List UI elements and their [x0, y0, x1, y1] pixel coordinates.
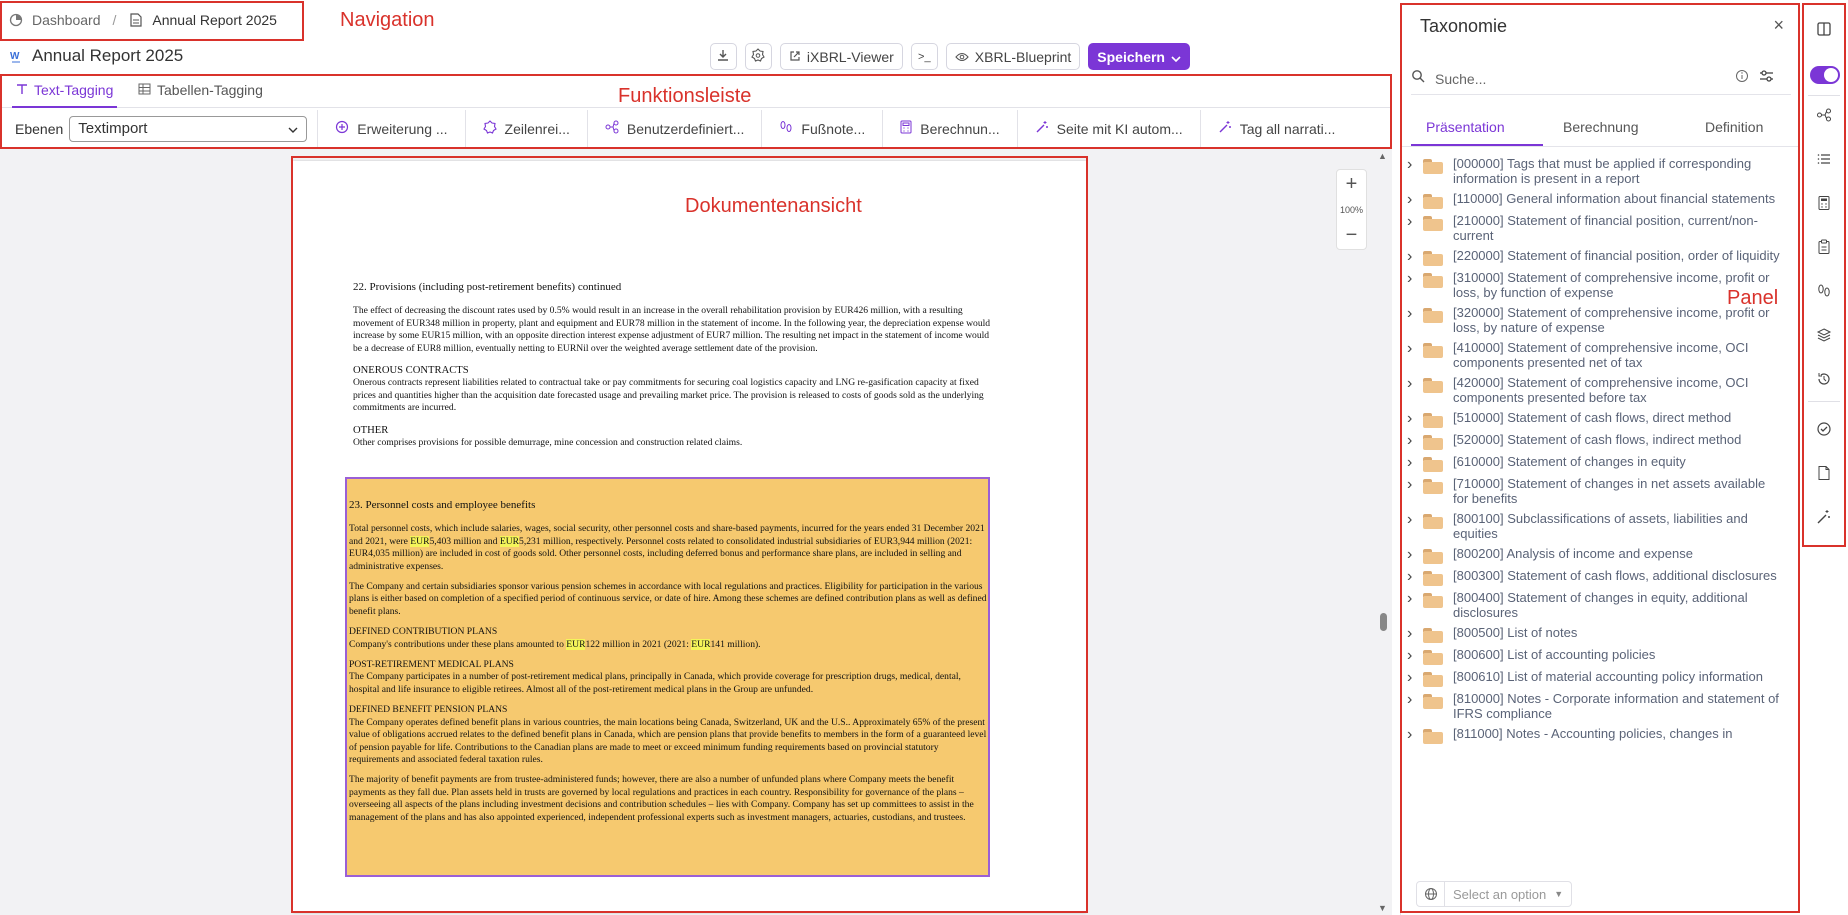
right-icon-bar: [1800, 5, 1848, 545]
chevron-right-icon[interactable]: ›: [1407, 476, 1413, 493]
sidebar-divider: [1808, 95, 1840, 96]
defined-contribution-heading: DEFINED CONTRIBUTION PLANS: [349, 626, 498, 638]
selected-text-block[interactable]: [345, 477, 990, 877]
chevron-right-icon[interactable]: ›: [1407, 305, 1413, 322]
search-icon: [1411, 69, 1425, 88]
defined-benefit-paragraph-2[interactable]: The majority of benefit payments are from trustee-administered funds; however, there are also a number of unfunded plans where Company meets the benefit payments as they fall due. Plan assets held in trusts are governed by local regulations and practices in each country. Responsibility for governance of the plans – overseeing all aspects of the plans including investment decisions and contribution schedules – lies with Company. Company has set up committees to assist in the management of the plans and has also appointed experienced, independent professional experts such as investment managers, actuaries, custodians, and trustees.: [349, 774, 974, 823]
scroll-down-icon[interactable]: ▼: [1378, 903, 1387, 913]
tagged-value[interactable]: EUR: [410, 535, 430, 547]
chevron-right-icon[interactable]: ›: [1407, 669, 1413, 686]
folder-icon: [1423, 251, 1445, 265]
ai-page-tool-button[interactable]: [1017, 110, 1200, 148]
tagged-value[interactable]: EUR: [499, 535, 520, 547]
taxonomy-tree-item[interactable]: [1401, 646, 1789, 668]
calculator-icon[interactable]: [1812, 191, 1836, 215]
terminal-icon: >_: [918, 50, 931, 63]
folder-icon: [1423, 479, 1445, 493]
taxonomy-item-label: [810000] Notes - Corporate information and statement of IFRS compliance: [1453, 691, 1779, 721]
taxonomy-item-label: [510000] Statement of cash flows, direct method: [1453, 410, 1732, 425]
title-row: [8, 46, 183, 66]
magic-wand-icon: [1218, 120, 1232, 137]
other-heading: OTHER: [353, 424, 389, 436]
annotation-label-panel: Panel: [1727, 287, 1779, 309]
settings-button[interactable]: [745, 43, 772, 70]
folder-icon: [1423, 672, 1445, 686]
onerous-heading: ONEROUS CONTRACTS: [353, 365, 469, 377]
history-icon[interactable]: [1812, 367, 1836, 391]
chevron-right-icon[interactable]: ›: [1407, 568, 1413, 585]
badge-icon: [483, 120, 497, 137]
globe-icon: [1417, 882, 1445, 906]
taxonomy-tree: [1401, 155, 1789, 867]
folder-icon: [1423, 729, 1445, 743]
magic-wand-icon[interactable]: [1812, 505, 1836, 529]
taxonomy-tree-item[interactable]: [1401, 339, 1789, 374]
taxonomy-item-label: [800500] List of notes: [1453, 625, 1578, 640]
chevron-right-icon[interactable]: ›: [1407, 546, 1413, 563]
taxonomy-tree-item[interactable]: [1401, 589, 1789, 624]
taxonomy-tree-item[interactable]: [1401, 190, 1789, 212]
word-document-icon: [8, 48, 24, 64]
taxonomy-item-label: [800200] Analysis of income and expense: [1453, 546, 1693, 561]
breadcrumb-dashboard-link[interactable]: Dashboard: [32, 12, 101, 28]
tab-text-tagging[interactable]: [16, 82, 113, 98]
calculator-icon: [900, 120, 912, 137]
taxonomy-item-label: [320000] Statement of comprehensive income, profit or loss, by nature of expense: [1453, 305, 1770, 335]
chevron-down-icon: [288, 120, 298, 137]
taxonomy-tree-item[interactable]: [1401, 510, 1789, 545]
folder-icon: [1423, 378, 1445, 392]
ixbrl-viewer-button[interactable]: [780, 43, 903, 70]
taxonomy-tree-item[interactable]: [1401, 374, 1789, 409]
scroll-up-icon[interactable]: ▲: [1378, 151, 1387, 161]
other-paragraph[interactable]: Other comprises provisions for possible demurrage, mine concession and construction related claims.: [353, 437, 743, 449]
taxonomy-item-label: [800100] Subclassifications of assets, liabilities and equities: [1453, 511, 1748, 541]
ebenen-label: Ebenen: [15, 120, 64, 137]
chevron-right-icon[interactable]: ›: [1407, 248, 1413, 265]
defined-contribution-paragraph[interactable]: Company's contributions under these plans amounted to EUR122 million in 2021 (2021: EUR141 million).: [349, 638, 761, 650]
clipboard-icon[interactable]: [1812, 235, 1836, 259]
list-icon[interactable]: [1812, 147, 1836, 171]
dashboard-icon: [8, 12, 24, 28]
breadcrumb: [8, 12, 277, 28]
chevron-right-icon[interactable]: ›: [1407, 625, 1413, 642]
terminal-button[interactable]: [911, 43, 938, 70]
folder-icon: [1423, 694, 1445, 708]
chevron-right-icon[interactable]: ›: [1407, 432, 1413, 449]
folder-icon: [1423, 628, 1445, 642]
panel-tabs: [1401, 113, 1799, 147]
extension-tool-button[interactable]: [317, 110, 464, 148]
tab-table-tagging-label: Tabellen-Tagging: [157, 82, 263, 98]
folder-icon: [1423, 435, 1445, 449]
section23-paragraph-1[interactable]: Total personnel costs, which include salaries, wages, social security, other personnel costs and share-based payments, incurred for the years ended 31 December 2021 and 2021, were EUR5,403 million and EUR5,231 million, respectively. Personnel costs related to consolidated industrial subsidiaries of EUR3,944 million (2021: EUR4,035 million) are included in cost of goods sold. Other personnel costs, including deferred bonus and performance share plans, are included in selling and administrative expenses.: [349, 523, 985, 572]
row-series-tool-button[interactable]: [465, 110, 587, 148]
tagged-value[interactable]: EUR: [566, 638, 586, 650]
filter-sliders-icon[interactable]: [1759, 69, 1774, 88]
folder-icon: [1423, 159, 1445, 173]
taxonomy-tree-item[interactable]: [1401, 545, 1789, 567]
taxonomy-item-label: [800300] Statement of cash flows, additional disclosures: [1453, 568, 1777, 583]
breadcrumb-separator: /: [112, 12, 117, 28]
tag-all-narrative-button[interactable]: [1200, 110, 1353, 148]
taxonomy-item-label: [210000] Statement of financial position, current/non-current: [1453, 213, 1758, 243]
zoom-level: 100%: [1339, 204, 1364, 215]
onerous-paragraph[interactable]: Onerous contracts represent liabilities related to contractual take or pay commitments for securing coal logistics capacity and LNG re-gasification capacity at fixed prices and quantities higher than the acquisition date forecasted usage and prevailing market price. The provision is released to costs of goods sold as the underlying commitments are incurred.: [353, 377, 984, 414]
taxonomy-item-label: [000000] Tags that must be applied if corresponding information is present in a report: [1453, 156, 1752, 186]
top-actions: [710, 43, 1190, 70]
annotation-label-document: Dokumentenansicht: [685, 195, 862, 217]
taxonomy-item-label: [811000] Notes - Accounting policies, changes in: [1453, 726, 1733, 741]
taxonomy-tree-item[interactable]: [1401, 567, 1789, 589]
chevron-right-icon[interactable]: ›: [1407, 454, 1413, 471]
folder-icon: [1423, 216, 1445, 230]
folder-icon: [1423, 571, 1445, 585]
sidebar-divider: [1808, 401, 1840, 402]
chevron-right-icon[interactable]: ›: [1407, 191, 1413, 208]
chevron-right-icon[interactable]: ›: [1407, 156, 1413, 173]
ebenen-select[interactable]: [69, 116, 307, 142]
save-label: Speichern: [1097, 48, 1165, 65]
caret-down-icon: ▼: [1554, 889, 1564, 899]
search-input[interactable]: [1435, 71, 1725, 87]
text-type-icon: [16, 82, 28, 98]
language-select-placeholder: Select an option: [1453, 886, 1547, 902]
magic-wand-icon: [1035, 120, 1049, 137]
defined-benefit-paragraph-1[interactable]: The Company operates defined benefit plans in various countries, the main locations being Canada, Switzerland, UK and the U.S.. Approximately 65% of the present value of obligations accrued relates to the defined benefit plans in Canada, which are pension plans that provide benefits to members in the form of a guaranteed level of pension payable for life. Contributions to the Canadian plans are made to meet or exceed minimum funding requirements based on provincial statutory requirements and associated federal taxation rules.: [349, 716, 987, 765]
xbrl-blueprint-label: XBRL-Blueprint: [974, 48, 1072, 65]
ixbrl-viewer-label: iXBRL-Viewer: [806, 48, 894, 65]
defined-benefit-heading: DEFINED BENEFIT PENSION PLANS: [349, 704, 508, 716]
section22-heading: 22. Provisions (including post-retirement benefits) continued: [353, 281, 622, 293]
folder-icon: [1423, 273, 1445, 287]
check-circle-icon[interactable]: [1812, 417, 1836, 441]
taxonomy-item-label: [110000] General information about financial statements: [1453, 191, 1776, 206]
document-viewer: [0, 149, 1392, 915]
section22-paragraph[interactable]: The effect of decreasing the discount rates used by 0.5% would result in an increase in the overall rehabilitation provision by EUR426 million, with a resulting movement of EUR348 million in property, plant and equipment and EUR78 million in the statement of income. In the following year, the depreciation expense would increase by some EUR15 million, with an opposite direction interest expense adjustment of EUR7 million. The resulting net impact in the statement of income would be a decrease of EUR8 million, eventually netting to EURNil over the weighted average settlement date of the provision.: [353, 305, 991, 354]
taxonomy-tree-item[interactable]: [1401, 409, 1789, 431]
eye-icon: [955, 49, 969, 65]
table-icon: [138, 82, 151, 98]
plus-circle-icon: [335, 120, 349, 137]
taxonomy-item-label: [420000] Statement of comprehensive income, OCI components presented before tax: [1453, 375, 1749, 405]
folder-icon: [1423, 343, 1445, 357]
chevron-right-icon[interactable]: ›: [1407, 270, 1413, 287]
hierarchy-icon[interactable]: [1812, 103, 1836, 127]
toggle-switch[interactable]: [1810, 66, 1840, 84]
section23-paragraph-2[interactable]: The Company and certain subsidiaries sponsor various pension schemes in accordance with local regulations and practices. Eligibility for participation in the various plans is either based on completion of a specified period of continuous service, or date of hire. Among these schemes are defined contribution plans as well as defined benefit plans.: [349, 581, 987, 617]
info-icon[interactable]: [1735, 69, 1749, 88]
tab-presentation[interactable]: Präsentation: [1426, 119, 1505, 135]
chevron-right-icon[interactable]: ›: [1407, 340, 1413, 357]
folder-icon: [1423, 413, 1445, 427]
taxonomy-item-label: [800400] Statement of changes in equity, additional disclosures: [1453, 590, 1748, 620]
chevron-right-icon[interactable]: ›: [1407, 590, 1413, 607]
annotation-label-functions: Funktionsleiste: [618, 85, 752, 107]
ai-page-tool-label: Seite mit KI autom...: [1056, 120, 1183, 137]
taxonomy-tree-item[interactable]: [1401, 212, 1789, 247]
ebenen-select-value: Textimport: [78, 120, 148, 137]
extension-tool-label: Erweiterung ...: [357, 120, 448, 137]
language-select[interactable]: [1416, 881, 1572, 907]
chevron-right-icon[interactable]: ›: [1407, 410, 1413, 427]
taxonomy-search: [1411, 63, 1791, 95]
chevron-right-icon[interactable]: ›: [1407, 511, 1413, 528]
taxonomy-item-label: [800600] List of accounting policies: [1453, 647, 1656, 662]
footnote-tool-label: Fußnote...: [801, 120, 866, 137]
taxonomy-item-label: [520000] Statement of cash flows, indirect method: [1453, 432, 1742, 447]
scrollbar-thumb[interactable]: [1380, 613, 1387, 631]
post-retirement-paragraph[interactable]: The Company participates in a number of post-retirement medical plans, principally in Canada, which provide coverage for prescription drugs, medical, dental, hospital and life insurance to eligible retirees. Almost all of the post-retirement medical plans in the Group are unfunded.: [349, 671, 961, 695]
toolbar: [0, 110, 1392, 148]
taxonomy-item-label: [220000] Statement of financial position, order of liquidity: [1453, 248, 1780, 263]
footprints-icon: [779, 120, 793, 137]
zoom-in-button[interactable]: +: [1345, 173, 1358, 195]
file-icon[interactable]: [1812, 461, 1836, 485]
download-icon: [716, 48, 730, 65]
tab-calculation[interactable]: Berechnung: [1563, 119, 1639, 135]
document-page: [293, 161, 1086, 913]
zoom-out-button[interactable]: −: [1345, 224, 1358, 246]
section23-heading: 23. Personnel costs and employee benefits: [349, 499, 536, 511]
chevron-right-icon[interactable]: ›: [1407, 726, 1413, 743]
tag-all-narrative-label: Tag all narrati...: [1239, 120, 1336, 137]
tab-table-tagging[interactable]: [138, 82, 263, 98]
taxonomy-item-label: [410000] Statement of comprehensive income, OCI components presented net of tax: [1453, 340, 1749, 370]
panel-title: Taxonomie: [1420, 16, 1508, 36]
taxonomy-item-label: [710000] Statement of changes in net assets available for benefits: [1453, 476, 1766, 506]
close-icon[interactable]: ×: [1773, 15, 1784, 35]
save-button[interactable]: [1088, 43, 1190, 70]
footnote-tool-button[interactable]: [761, 110, 882, 148]
taxonomy-tree-item[interactable]: [1401, 475, 1789, 510]
external-link-icon: [789, 49, 801, 65]
taxonomy-tree-item[interactable]: [1401, 725, 1789, 747]
chevron-right-icon[interactable]: ›: [1407, 375, 1413, 392]
folder-icon: [1423, 308, 1445, 322]
folder-icon: [1423, 650, 1445, 664]
document-icon: [128, 12, 144, 28]
taxonomy-tree-item[interactable]: [1401, 453, 1789, 475]
chevron-right-icon[interactable]: ›: [1407, 647, 1413, 664]
tab-definition[interactable]: Definition: [1705, 119, 1764, 135]
folder-icon: [1423, 457, 1445, 471]
document-scrollbar[interactable]: [1378, 151, 1388, 913]
taxonomy-item-label: [610000] Statement of changes in equity: [1453, 454, 1686, 469]
page-title: Annual Report 2025: [32, 46, 184, 65]
chevron-down-icon: [1171, 49, 1181, 65]
folder-icon: [1423, 593, 1445, 607]
taxonomy-item-label: [310000] Statement of comprehensive income, profit or loss, by function of expense: [1453, 270, 1770, 300]
taxonomy-tree-item[interactable]: [1401, 690, 1789, 725]
taxonomy-item-label: [800610] List of material accounting policy information: [1453, 669, 1764, 684]
badge-gear-icon: [751, 48, 765, 65]
chevron-right-icon[interactable]: ›: [1407, 691, 1413, 708]
custom-tool-button[interactable]: [587, 110, 762, 148]
hierarchy-icon: [605, 120, 619, 137]
panel-layout-icon[interactable]: [1812, 17, 1836, 41]
calculation-tool-button[interactable]: [882, 110, 1016, 148]
footprints-icon[interactable]: [1812, 279, 1836, 303]
custom-tool-label: Benutzerdefiniert...: [626, 120, 745, 137]
folder-icon: [1423, 514, 1445, 528]
download-button[interactable]: [710, 43, 737, 70]
calculation-tool-label: Berechnun...: [920, 120, 1000, 137]
tab-text-tagging-label: Text-Tagging: [34, 82, 114, 98]
tagged-value[interactable]: EUR: [691, 638, 711, 650]
breadcrumb-current: Annual Report 2025: [152, 12, 277, 28]
row-series-tool-label: Zeilenrei...: [504, 120, 570, 137]
chevron-right-icon[interactable]: ›: [1407, 213, 1413, 230]
zoom-control: [1336, 169, 1367, 250]
folder-icon: [1423, 194, 1445, 208]
post-retirement-heading: POST-RETIREMENT MEDICAL PLANS: [349, 659, 514, 671]
taxonomy-tree-item[interactable]: [1401, 247, 1789, 269]
svg-text:W: W: [10, 51, 20, 62]
annotation-label-navigation: Navigation: [340, 9, 435, 31]
taxonomy-tree-item[interactable]: [1401, 431, 1789, 453]
taxonomy-tree-item[interactable]: [1401, 668, 1789, 690]
taxonomy-panel: [1400, 5, 1798, 915]
page-text: [353, 281, 993, 457]
taxonomy-tree-item[interactable]: [1401, 155, 1789, 190]
xbrl-blueprint-button[interactable]: [946, 43, 1081, 70]
layers-icon[interactable]: [1812, 323, 1836, 347]
folder-icon: [1423, 549, 1445, 563]
taxonomy-tree-item[interactable]: [1401, 624, 1789, 646]
active-tab-indicator: [1411, 144, 1543, 146]
